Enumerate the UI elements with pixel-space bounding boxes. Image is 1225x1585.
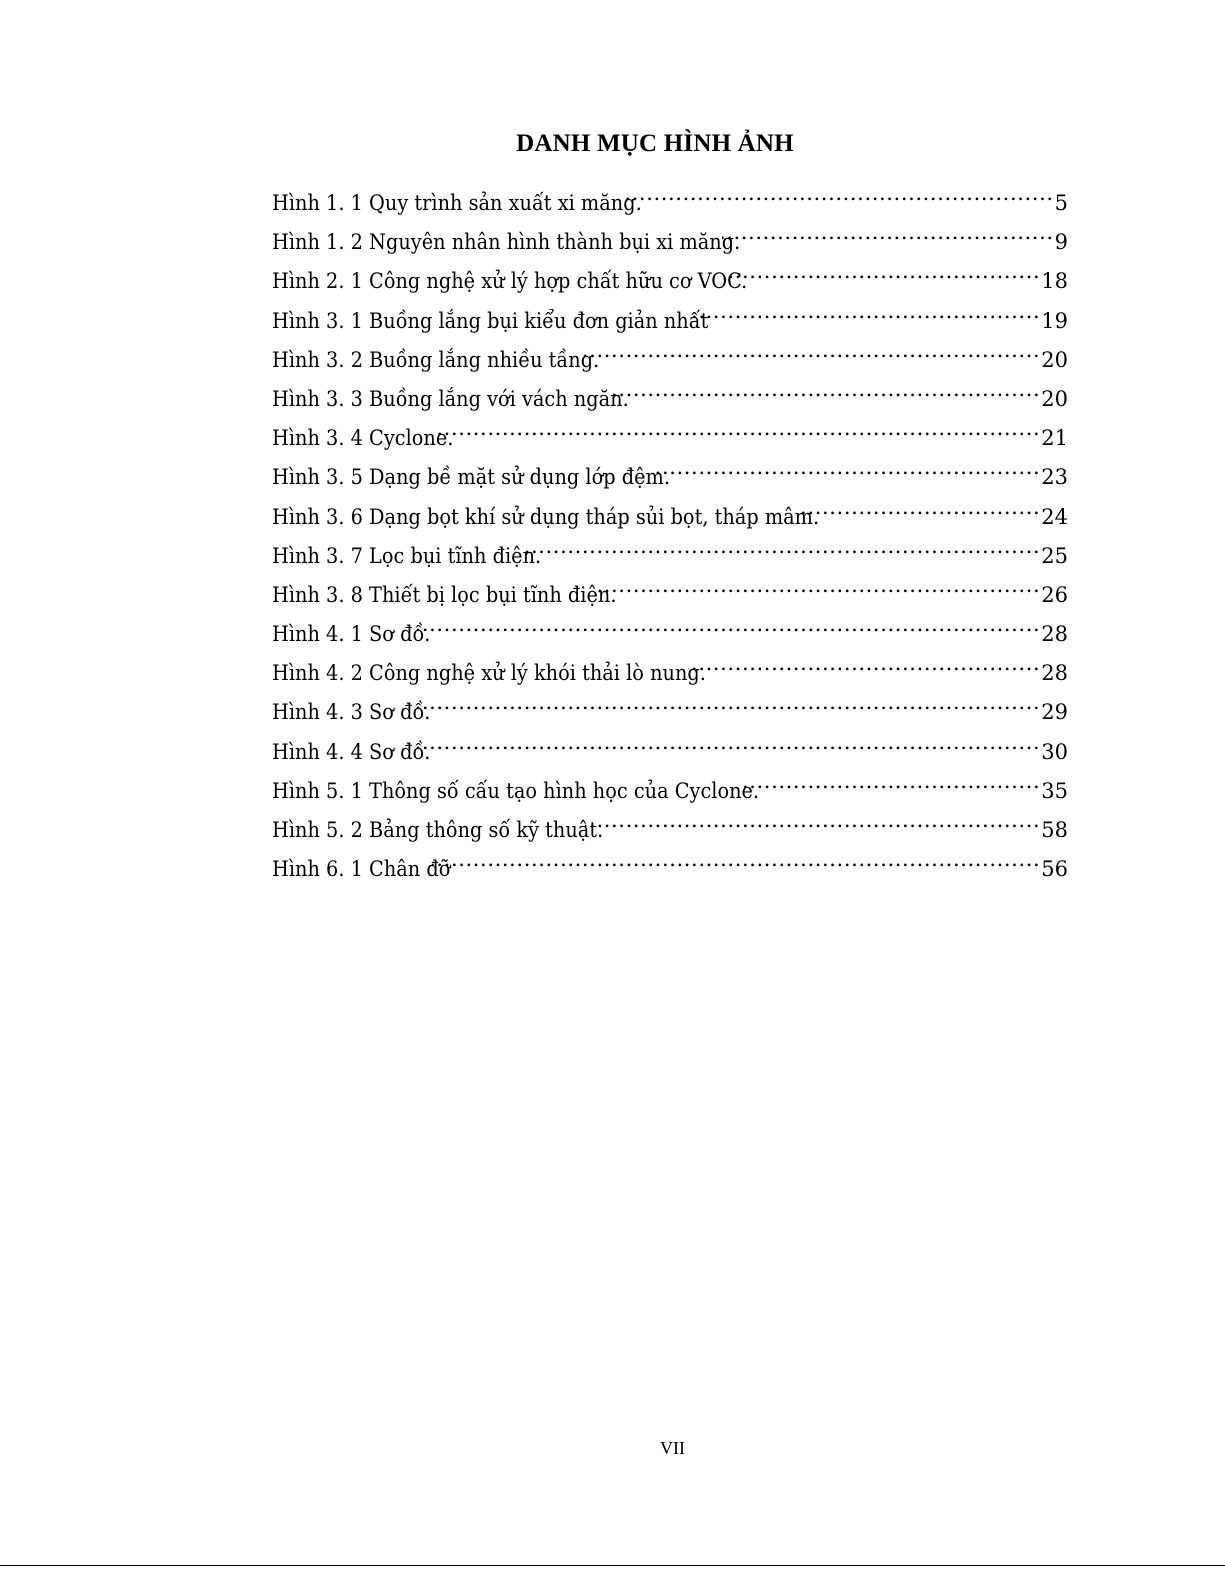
- figure-entry-page: 58: [1041, 818, 1068, 842]
- figure-entry-label: Hình 2. 1 Công nghệ xử lý hợp chất hữu cơ VOC.: [272, 269, 748, 294]
- dot-leader: [722, 215, 1053, 249]
- dot-leader: [801, 490, 1040, 524]
- figure-entry-label: Hình 3. 2 Buồng lắng nhiều tầng.: [272, 347, 600, 372]
- figure-entry-label: Hình 4. 4 Sơ đồ.: [272, 739, 431, 764]
- figure-entry-label: Hình 5. 2 Bảng thông số kỹ thuật.: [272, 818, 604, 842]
- figure-entry-label: Hình 3. 7 Lọc bụi tĩnh điện.: [272, 543, 542, 568]
- dot-leader: [585, 803, 1040, 837]
- dot-leader: [523, 529, 1040, 563]
- figure-list-entry[interactable]: [272, 607, 1068, 646]
- dot-leader: [690, 294, 1040, 328]
- dot-leader: [688, 646, 1040, 680]
- figure-entry-page: 19: [1041, 308, 1068, 333]
- figure-entry-page: 56: [1041, 857, 1068, 882]
- figure-list-entry[interactable]: [272, 764, 1068, 803]
- figure-entry-page: 24: [1041, 504, 1068, 529]
- dot-leader: [598, 568, 1040, 602]
- figure-entry-page: 29: [1041, 700, 1068, 725]
- dot-leader: [729, 254, 1040, 288]
- figure-entry-label: Hình 3. 5 Dạng bề mặt sử dụng lớp đệm.: [272, 465, 671, 490]
- figure-list-entry[interactable]: [272, 411, 1068, 450]
- dot-leader: [435, 411, 1040, 445]
- figure-entry-page: 18: [1041, 269, 1068, 294]
- figure-list-entry[interactable]: [272, 725, 1068, 764]
- page-bottom-rule: [0, 1565, 1225, 1566]
- figure-entry-page: 5: [1054, 191, 1068, 215]
- figure-entry-page: 20: [1041, 386, 1068, 411]
- dot-leader: [432, 842, 1040, 876]
- dot-leader: [581, 333, 1040, 367]
- figure-entry-label: Hình 1. 2 Nguyên nhân hình thành bụi xi măng.: [272, 230, 741, 255]
- figure-list-entry[interactable]: [272, 254, 1068, 293]
- figure-entry-page: 30: [1041, 739, 1068, 764]
- figure-entry-label: Hình 4. 1 Sơ đồ.: [272, 622, 431, 647]
- figure-list-entry[interactable]: [272, 646, 1068, 685]
- figure-entry-label: Hình 3. 8 Thiết bị lọc bụi tĩnh điện.: [272, 582, 617, 607]
- dot-leader: [652, 450, 1040, 484]
- figure-list-entry[interactable]: [272, 568, 1068, 607]
- figure-entry-page: 28: [1041, 661, 1068, 686]
- figure-entry-label: Hình 3. 1 Buồng lắng bụi kiểu đơn giản nhất: [272, 308, 709, 333]
- figure-entry-page: 26: [1041, 582, 1068, 607]
- figure-list-entry[interactable]: [272, 372, 1068, 411]
- figure-list-entry[interactable]: [272, 450, 1068, 489]
- figure-entry-label: Hình 4. 3 Sơ đồ.: [272, 700, 431, 725]
- figure-entry-label: Hình 6. 1 Chân đỡ: [272, 857, 451, 882]
- figure-entry-label: Hình 3. 3 Buồng lắng với vách ngăn.: [272, 386, 629, 411]
- figure-list-entry[interactable]: [272, 176, 1068, 215]
- figure-list-entry[interactable]: [272, 685, 1068, 724]
- figure-entry-page: 21: [1041, 426, 1068, 451]
- figure-entry-label: Hình 3. 4 Cyclone.: [272, 426, 454, 451]
- dot-leader: [611, 372, 1041, 406]
- figure-list: [272, 176, 1068, 881]
- figure-list-entry[interactable]: [272, 803, 1068, 842]
- figure-list-entry[interactable]: [272, 333, 1068, 372]
- figure-entry-page: 35: [1041, 778, 1068, 803]
- figure-entry-page: 20: [1041, 347, 1068, 372]
- figure-list-entry[interactable]: [272, 215, 1068, 254]
- figure-entry-page: 28: [1041, 622, 1068, 647]
- figure-entry-label: Hình 1. 1 Quy trình sản xuất xi măng.: [272, 191, 642, 215]
- figure-list-entry[interactable]: [272, 842, 1068, 881]
- figure-list-entry[interactable]: [272, 529, 1068, 568]
- figure-list-entry[interactable]: [272, 294, 1068, 333]
- figure-entry-page: 25: [1041, 543, 1068, 568]
- page-title: DANH MỤC HÌNH ẢNH: [516, 130, 794, 157]
- dot-leader: [741, 764, 1040, 798]
- figure-entry-page: 23: [1041, 465, 1068, 490]
- figure-entry-label: Hình 5. 1 Thông số cấu tạo hình học của Cyclone.: [272, 778, 760, 803]
- page-number: VII: [660, 1438, 685, 1458]
- dot-leader: [412, 725, 1040, 759]
- dot-leader: [412, 607, 1040, 641]
- figure-entry-label: Hình 4. 2 Công nghệ xử lý khói thải lò nung.: [272, 661, 706, 686]
- dot-leader: [624, 176, 1054, 210]
- dot-leader: [412, 685, 1040, 719]
- figure-entry-label: Hình 3. 6 Dạng bọt khí sử dụng tháp sủi bọt, tháp mâm.: [272, 504, 820, 529]
- figure-entry-page: 9: [1054, 230, 1068, 255]
- figure-list-entry[interactable]: [272, 490, 1068, 529]
